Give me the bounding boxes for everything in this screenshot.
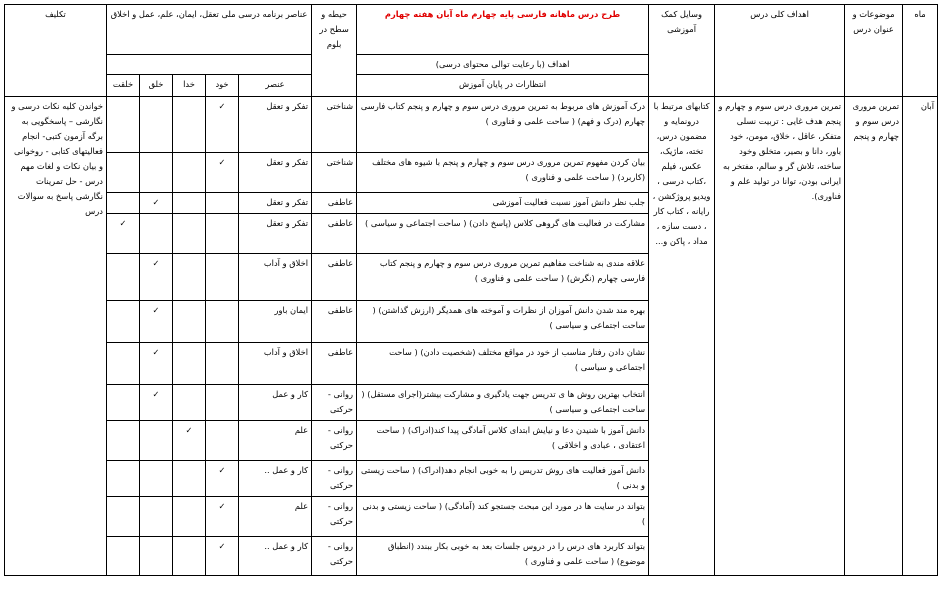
elements-header: عناصر برنامه درسی ملی تعقل، ایمان، علم، عمل و اخلاق — [107, 5, 312, 55]
assessment-text: خواندن کلیه نکات درسی و نگارشی – پاسخگویی به برگه آزمون کتبی- انجام فعالیتهای کتابی - روخوانی و بیان نکات و لغات مهم درس - حل تمرینات نگارشی پاسخ به سوالات درس — [5, 97, 107, 576]
domain-cell: عاطفی — [312, 301, 357, 343]
check-cell — [107, 385, 140, 421]
element-cell: علم — [239, 497, 312, 537]
check-cell — [107, 497, 140, 537]
objective-cell: بیان کردن مفهوم تمرین مروری درس سوم و چهارم و پنجم با شیوه های مختلف (کاربرد) ( ساحت علمی و فناوری ) — [357, 153, 649, 193]
aids-header: وسایل کمک آموزشی — [649, 5, 715, 97]
check-cell — [206, 193, 239, 214]
check-cell — [140, 537, 173, 576]
objective-cell: علاقه مندی به شناخت مفاهیم تمرین مروری درس سوم و چهارم و پنجم کتاب فارسی چهارم (نگرش) ( ساحت علمی و فناوری ) — [357, 254, 649, 301]
check-cell — [173, 385, 206, 421]
check-cell: ✓ — [206, 461, 239, 497]
objective-cell: جلب نظر دانش آموز نسبت فعالیت آموزشی — [357, 193, 649, 214]
topics-header: موضوعات و عنوان درس — [845, 5, 903, 97]
element-cell: اخلاق و آداب — [239, 343, 312, 385]
check-cell — [173, 537, 206, 576]
objectives-subtitle: اهداف (با رعایت توالی محتوای درسی) — [357, 55, 649, 75]
check-cell — [206, 343, 239, 385]
sub-header-khoda: خدا — [173, 75, 206, 97]
domain-cell: عاطفی — [312, 343, 357, 385]
check-cell — [107, 537, 140, 576]
check-cell — [206, 301, 239, 343]
check-cell — [107, 254, 140, 301]
check-cell — [107, 343, 140, 385]
check-cell — [206, 421, 239, 461]
check-cell — [173, 497, 206, 537]
check-cell — [107, 421, 140, 461]
sub-header-khalgh: خلق — [140, 75, 173, 97]
check-cell — [107, 193, 140, 214]
check-cell — [206, 214, 239, 254]
element-cell: کار و عمل — [239, 385, 312, 421]
objective-cell: انتخاب بهترین روش ها ی تدریس جهت یادگیری و مشارکت بیشتر(اجرای مستقل) ( ساحت اجتماعی و سیاسی ) — [357, 385, 649, 421]
domain-cell: روانی - حرکتی — [312, 421, 357, 461]
objective-cell: درک آموزش های مربوط به تمرین مروری درس سوم و چهارم و پنجم کتاب فارسی چهارم (درک و فهم) ( ساحت علمی و فناوری ) — [357, 97, 649, 153]
domain-cell: شناختی — [312, 97, 357, 153]
objective-cell: دانش آموز با شنیدن دعا و نیایش ابتدای کلاس آمادگی پیدا کند(ادراک) ( ساحت اعتقادی ، عبادی و اخلاقی ) — [357, 421, 649, 461]
domain-cell: روانی - حرکتی — [312, 461, 357, 497]
check-cell — [173, 214, 206, 254]
check-cell — [140, 421, 173, 461]
domain-cell: عاطفی — [312, 254, 357, 301]
element-cell: ایمان باور — [239, 301, 312, 343]
general-goals-text: تمرین مروری درس سوم و چهارم و پنجم هدف غایی : تربیت نسلی متفکر، عاقل ، خلاق، مومن، خود باور، دانا و بصیر، متخلق وخود ساخته، تلاش گر و سالم، مفتخر به ایرانی بودن، توانا در تولید علم و فناوری). — [715, 97, 845, 576]
check-cell: ✓ — [140, 193, 173, 214]
check-cell — [173, 153, 206, 193]
check-cell — [140, 461, 173, 497]
element-header: عنصر — [239, 75, 312, 97]
check-cell: ✓ — [173, 421, 206, 461]
month-header: ماه — [903, 5, 938, 97]
domain-cell: روانی - حرکتی — [312, 385, 357, 421]
domain-cell: روانی - حرکتی — [312, 537, 357, 576]
element-cell: تفکر و تعقل — [239, 193, 312, 214]
check-cell — [173, 461, 206, 497]
check-cell: ✓ — [140, 343, 173, 385]
general-goals-header: اهداف کلی درس — [715, 5, 845, 97]
check-cell: ✓ — [140, 385, 173, 421]
element-cell: تفکر و تعقل — [239, 153, 312, 193]
assessment-header: تکلیف — [5, 5, 107, 97]
aids-text: کتابهای مرتبط با درونمایه و مضمون درس، تخته، ماژیک، عکس، فیلم ،کتاب درسی ، ویدیو پروژکشن ، رایانه ، کتاب کار ، دست سازه ، مداد ، پاکن و... — [649, 97, 715, 576]
check-cell: ✓ — [206, 537, 239, 576]
plan-title: طرح درس ماهانه فارسی پایه چهارم ماه آبان هفته چهارم — [357, 5, 649, 55]
domain-cell: شناختی — [312, 153, 357, 193]
element-cell: تفکر و تعقل — [239, 97, 312, 153]
check-cell — [173, 343, 206, 385]
sub-header-khod: خود — [206, 75, 239, 97]
element-cell: کار و عمل .. — [239, 461, 312, 497]
check-cell — [107, 461, 140, 497]
objective-cell: دانش آموز فعالیت های روش تدریس را به خوبی انجام دهد(ادراک) ( ساحت زیستی و بدنی ) — [357, 461, 649, 497]
check-cell: ✓ — [140, 301, 173, 343]
check-cell — [206, 254, 239, 301]
objective-cell: بتواند در سایت ها در مورد این مبحث جستجو کند (آمادگی) ( ساحت زیستی و بدنی ) — [357, 497, 649, 537]
lesson-plan-table — [4, 4, 938, 576]
check-cell — [107, 153, 140, 193]
check-cell: ✓ — [206, 97, 239, 153]
objective-cell: بتواند کاربرد های درس را در دروس جلسات بعد به خوبی بکار ببندد (انطباق موضوع) ( ساحت علمی و فناوری ) — [357, 537, 649, 576]
objective-cell: مشارکت در فعالیت های گروهی کلاس (پاسخ دادن) ( ساحت اجتماعی و سیاسی ) — [357, 214, 649, 254]
domain-cell: عاطفی — [312, 193, 357, 214]
check-cell — [140, 153, 173, 193]
check-cell: ✓ — [107, 214, 140, 254]
element-cell: کار و عمل .. — [239, 537, 312, 576]
check-cell: ✓ — [140, 254, 173, 301]
check-cell — [107, 301, 140, 343]
check-cell — [206, 385, 239, 421]
element-cell: تفکر و تعقل — [239, 214, 312, 254]
element-cell: علم — [239, 421, 312, 461]
month-text: آبان — [903, 97, 938, 576]
table-row — [5, 97, 938, 153]
check-cell — [173, 97, 206, 153]
domain-cell: روانی - حرکتی — [312, 497, 357, 537]
check-cell — [173, 254, 206, 301]
check-cell: ✓ — [206, 497, 239, 537]
element-cell: اخلاق و آداب — [239, 254, 312, 301]
check-cell — [140, 214, 173, 254]
outcomes-subtitle: انتظارات در پایان آموزش — [357, 75, 649, 97]
check-cell — [140, 97, 173, 153]
elements-spacer — [107, 55, 312, 75]
domain-header: حیطه و سطح در بلوم — [312, 5, 357, 97]
domain-cell: عاطفی — [312, 214, 357, 254]
objective-cell: بهره مند شدن دانش آموزان از نظرات و آموخته های همدیگر (ارزش گذاشتن) ( ساحت اجتماعی و سیاسی ) — [357, 301, 649, 343]
objective-cell: نشان دادن رفتار مناسب از خود در مواقع مختلف (شخصیت دادن) ( ساحت اجتماعی و سیاسی ) — [357, 343, 649, 385]
check-cell — [173, 301, 206, 343]
check-cell — [107, 97, 140, 153]
check-cell: ✓ — [206, 153, 239, 193]
topic-text: تمرین مروری درس سوم و چهارم و پنجم — [845, 97, 903, 576]
check-cell — [140, 497, 173, 537]
sub-header-khelghat: خلقت — [107, 75, 140, 97]
check-cell — [173, 193, 206, 214]
